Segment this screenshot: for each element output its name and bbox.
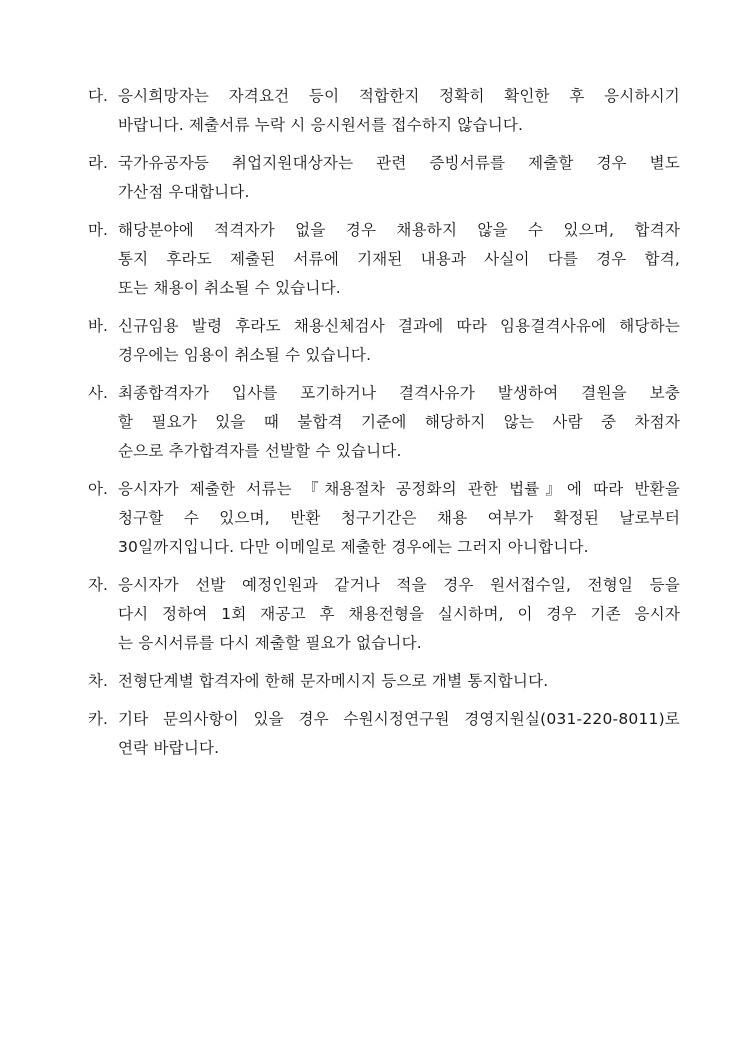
item-text (118, 216, 680, 303)
text-line: 전형단계별 합격자에 한해 문자메시지 등으로 개별 통지합니다. (118, 672, 549, 690)
text-line: 30일까지입니다. 다만 이메일로 제출한 경우에는 그러지 아니합니다. (118, 538, 589, 556)
text-line: 바랍니다. 제출서류 누락 시 응시원서를 접수하지 않습니다. (118, 116, 524, 134)
list-item-sa (88, 379, 680, 466)
list-item-ba (88, 312, 680, 370)
text-line: 신규임용 발령 후라도 채용신체검사 결과에 따라 임용결격사유에 해당하는 (118, 317, 680, 335)
item-marker: 차. (88, 672, 108, 690)
text-line: 응시희망자는 자격요건 등이 적합한지 정확히 확인한 후 응시하시기 (118, 87, 680, 105)
text-line: 응시자가 제출한 서류는 『채용절차 공정화의 관한 법률』에 따라 반환을 (118, 480, 680, 498)
item-marker: 카. (88, 710, 108, 728)
text-line: 또는 채용이 취소될 수 있습니다. (118, 279, 341, 297)
item-text (118, 475, 680, 562)
text-line: 기타 문의사항이 있을 경우 수원시정연구원 경영지원실(031-220-8011)로 (118, 710, 680, 728)
item-marker: 자. (88, 576, 108, 594)
text-line: 다시 정하여 1회 재공고 후 채용전형을 실시하며, 이 경우 기존 응시자 (118, 605, 680, 623)
text-line: 해당분야에 적격자가 없을 경우 채용하지 않을 수 있으며, 합격자 (118, 221, 680, 239)
item-marker: 라. (88, 154, 108, 172)
text-line: 순으로 추가합격자를 선발할 수 있습니다. (118, 442, 402, 460)
text-line: 할 필요가 있을 때 불합격 기준에 해당하지 않는 사람 중 차점자 (118, 413, 680, 431)
text-line: 는 응시서류를 다시 제출할 필요가 없습니다. (118, 634, 422, 652)
text-line: 가산점 우대합니다. (118, 183, 250, 201)
text-line: 청구할 수 있으며, 반환 청구기간은 채용 여부가 확정된 날로부터 (118, 509, 680, 527)
item-marker: 사. (88, 384, 108, 402)
list-item-da (88, 82, 680, 140)
text-line: 응시자가 선발 예정인원과 같거나 적을 경우 원서접수일, 전형일 등을 (118, 576, 680, 594)
item-text (118, 312, 680, 370)
item-marker: 아. (88, 480, 108, 498)
document-page (88, 82, 680, 772)
item-text (118, 82, 680, 140)
list-item-a (88, 475, 680, 562)
item-text (118, 149, 680, 207)
list-item-ra (88, 149, 680, 207)
item-text (118, 667, 680, 696)
list-item-cha (88, 667, 680, 696)
item-text (118, 379, 680, 466)
text-line: 연락 바랍니다. (118, 739, 220, 757)
list-item-ja (88, 571, 680, 658)
item-text (118, 571, 680, 658)
item-text (118, 705, 680, 763)
text-line: 경우에는 임용이 취소될 수 있습니다. (118, 346, 372, 364)
text-line: 통지 후라도 제출된 서류에 기재된 내용과 사실이 다를 경우 합격, (118, 250, 680, 268)
item-marker: 바. (88, 317, 108, 335)
item-marker: 마. (88, 221, 108, 239)
list-item-ma (88, 216, 680, 303)
text-line: 최종합격자가 입사를 포기하거나 결격사유가 발생하여 결원을 보충 (118, 384, 680, 402)
item-marker: 다. (88, 87, 108, 105)
text-line: 국가유공자등 취업지원대상자는 관련 증빙서류를 제출할 경우 별도 (118, 154, 680, 172)
list-item-ka (88, 705, 680, 763)
